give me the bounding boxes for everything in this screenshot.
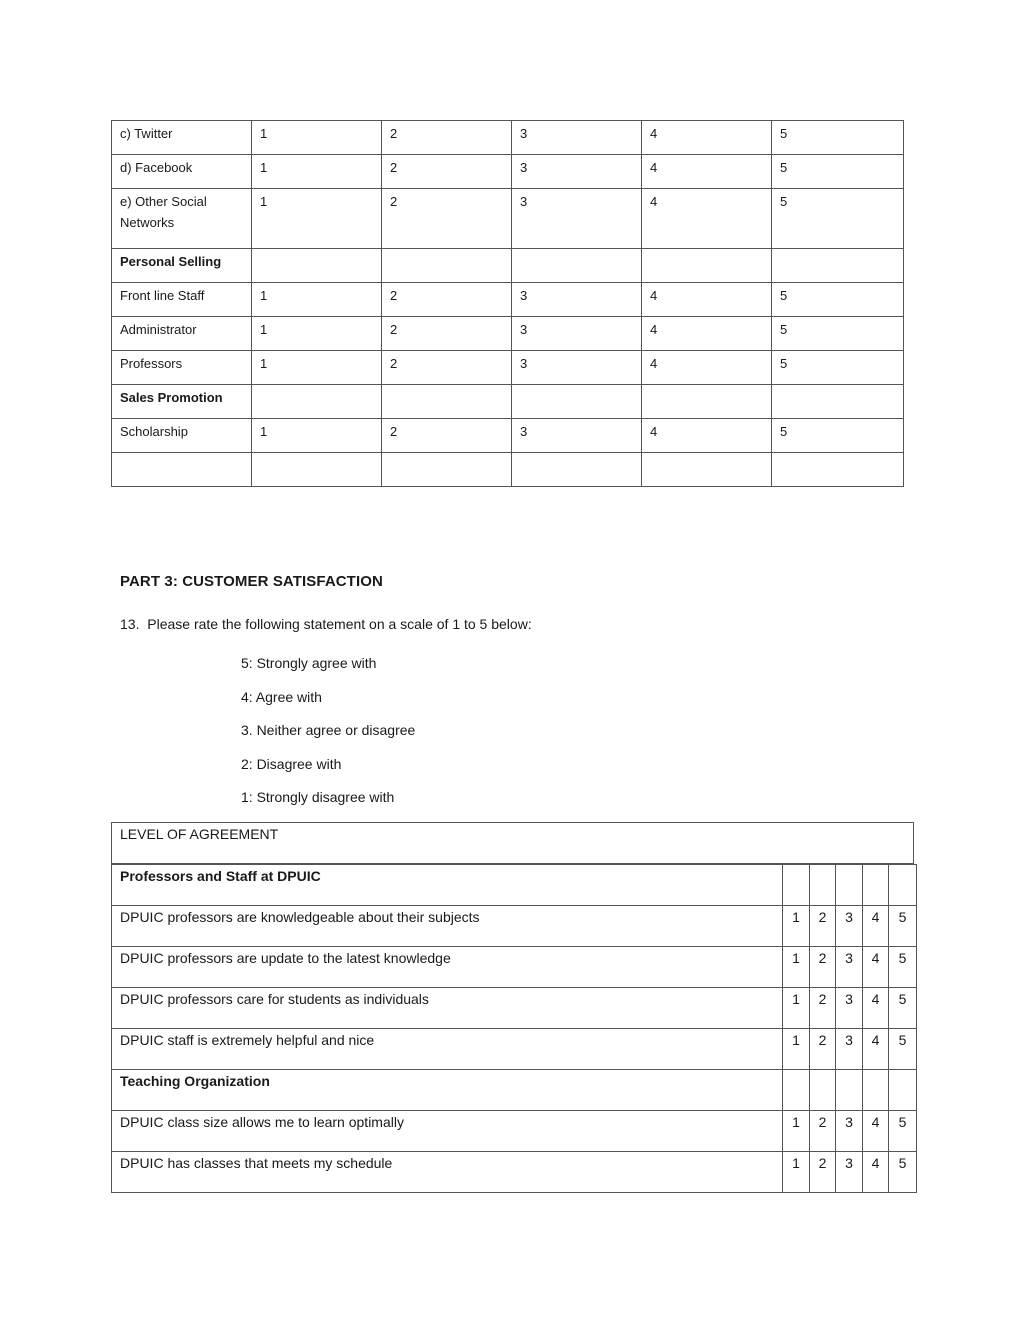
rating-cell xyxy=(783,865,810,906)
table-row xyxy=(112,947,917,988)
rating-cell xyxy=(889,865,917,906)
table-row xyxy=(112,189,904,249)
rating-cell: 3 xyxy=(836,1111,863,1152)
rating-cell: 5 xyxy=(889,947,917,988)
rating-cell: 1 xyxy=(783,1152,810,1193)
rating-cell xyxy=(642,385,772,419)
row-label xyxy=(112,453,252,487)
table-row xyxy=(112,865,917,906)
rating-cell: 5 xyxy=(889,906,917,947)
table-row xyxy=(112,906,917,947)
table-row xyxy=(112,988,917,1029)
rating-cell: 2 xyxy=(810,1152,836,1193)
scale-item: 3. Neither agree or disagree xyxy=(241,722,416,739)
rating-cell xyxy=(836,865,863,906)
rating-cell: 5 xyxy=(889,1029,917,1070)
promotion-rating-table xyxy=(111,120,904,487)
rating-cell xyxy=(810,1070,836,1111)
scale-item: 5: Strongly agree with xyxy=(241,655,377,671)
rating-cell: 1 xyxy=(783,1029,810,1070)
rating-cell: 1 xyxy=(252,419,382,453)
scale-item: 4: Agree with xyxy=(241,688,322,705)
rating-cell: 1 xyxy=(783,947,810,988)
rating-cell: 1 xyxy=(252,155,382,189)
table-row xyxy=(112,1111,917,1152)
rating-cell: 3 xyxy=(512,351,642,385)
rating-cell xyxy=(382,385,512,419)
row-label: DPUIC has classes that meets my schedule xyxy=(112,1152,783,1193)
rating-cell: 2 xyxy=(382,189,512,249)
rating-cell: 5 xyxy=(889,1152,917,1193)
rating-cell: 3 xyxy=(512,189,642,249)
rating-cell: 5 xyxy=(772,155,904,189)
rating-cell: 5 xyxy=(772,351,904,385)
rating-cell: 2 xyxy=(810,947,836,988)
rating-cell xyxy=(889,1070,917,1111)
rating-cell: 5 xyxy=(772,283,904,317)
row-label: Professors and Staff at DPUIC xyxy=(112,865,783,906)
rating-cell: 1 xyxy=(252,317,382,351)
rating-cell: 3 xyxy=(512,317,642,351)
row-label: Scholarship xyxy=(112,419,252,453)
table-row xyxy=(112,155,904,189)
row-label: d) Facebook xyxy=(112,155,252,189)
rating-cell xyxy=(512,385,642,419)
rating-cell: 1 xyxy=(252,189,382,249)
rating-cell: 4 xyxy=(863,906,889,947)
rating-cell xyxy=(810,865,836,906)
rating-cell: 2 xyxy=(382,317,512,351)
row-label: Personal Selling xyxy=(112,249,252,283)
rating-cell: 2 xyxy=(810,1029,836,1070)
rating-cell: 3 xyxy=(836,1029,863,1070)
rating-cell: 4 xyxy=(863,1029,889,1070)
rating-cell: 4 xyxy=(642,121,772,155)
row-label: Teaching Organization xyxy=(112,1070,783,1111)
rating-cell: 1 xyxy=(252,283,382,317)
rating-cell: 5 xyxy=(889,1111,917,1152)
question-number: 13. xyxy=(120,616,140,632)
rating-cell: 3 xyxy=(512,121,642,155)
rating-cell: 1 xyxy=(252,351,382,385)
rating-cell: 1 xyxy=(252,121,382,155)
table-row xyxy=(112,351,904,385)
table-row xyxy=(112,1152,917,1193)
rating-cell: 3 xyxy=(836,988,863,1029)
row-label: DPUIC professors are knowledgeable about their subjects xyxy=(112,906,783,947)
table-row xyxy=(112,1070,917,1111)
rating-cell xyxy=(512,249,642,283)
rating-cell: 3 xyxy=(836,906,863,947)
rating-cell xyxy=(836,1070,863,1111)
rating-cell: 4 xyxy=(642,317,772,351)
rating-cell: 4 xyxy=(863,1111,889,1152)
table-row xyxy=(112,1029,917,1070)
rating-cell: 2 xyxy=(382,419,512,453)
rating-cell: 4 xyxy=(863,988,889,1029)
rating-cell: 5 xyxy=(772,419,904,453)
row-label: Administrator xyxy=(112,317,252,351)
row-label: DPUIC professors care for students as individuals xyxy=(112,988,783,1029)
rating-cell: 3 xyxy=(512,419,642,453)
rating-cell xyxy=(512,453,642,487)
satisfaction-rating-table xyxy=(111,864,917,1193)
rating-cell xyxy=(252,385,382,419)
row-label: DPUIC class size allows me to learn optimally xyxy=(112,1111,783,1152)
rating-cell: 3 xyxy=(836,1152,863,1193)
rating-cell: 1 xyxy=(783,1111,810,1152)
rating-cell: 2 xyxy=(382,155,512,189)
rating-cell: 2 xyxy=(382,121,512,155)
row-label: DPUIC professors are update to the latest knowledge xyxy=(112,947,783,988)
row-label: Professors xyxy=(112,351,252,385)
rating-cell xyxy=(642,249,772,283)
rating-cell xyxy=(252,453,382,487)
rating-cell: 2 xyxy=(810,1111,836,1152)
rating-cell: 4 xyxy=(642,419,772,453)
rating-cell: 2 xyxy=(382,283,512,317)
rating-cell: 5 xyxy=(772,317,904,351)
row-label: e) Other Social Networks xyxy=(112,189,252,249)
rating-cell xyxy=(863,865,889,906)
rating-cell xyxy=(863,1070,889,1111)
table-row xyxy=(112,121,904,155)
rating-scale-legend xyxy=(241,654,415,822)
row-label: c) Twitter xyxy=(112,121,252,155)
table-row xyxy=(112,419,904,453)
rating-cell: 4 xyxy=(642,155,772,189)
rating-cell: 5 xyxy=(772,189,904,249)
rating-cell xyxy=(772,249,904,283)
question-text: Please rate the following statement on a scale of 1 to 5 below: xyxy=(147,616,532,632)
rating-cell: 1 xyxy=(783,988,810,1029)
rating-cell: 2 xyxy=(382,351,512,385)
rating-cell xyxy=(252,249,382,283)
question-13 xyxy=(120,616,532,632)
rating-cell xyxy=(772,385,904,419)
rating-cell: 4 xyxy=(642,283,772,317)
table-row xyxy=(112,385,904,419)
rating-cell: 4 xyxy=(642,351,772,385)
row-label: Sales Promotion xyxy=(112,385,252,419)
rating-cell: 2 xyxy=(810,906,836,947)
row-label: Front line Staff xyxy=(112,283,252,317)
scale-item: 1: Strongly disagree with xyxy=(241,789,395,806)
table-row xyxy=(112,453,904,487)
rating-cell xyxy=(783,1070,810,1111)
rating-cell: 1 xyxy=(783,906,810,947)
rating-cell: 4 xyxy=(863,1152,889,1193)
rating-cell: 3 xyxy=(512,155,642,189)
scale-item: 2: Disagree with xyxy=(241,755,342,772)
rating-cell xyxy=(382,453,512,487)
table-row xyxy=(112,283,904,317)
rating-cell: 3 xyxy=(836,947,863,988)
level-of-agreement-header: LEVEL OF AGREEMENT xyxy=(111,822,914,864)
table-row xyxy=(112,317,904,351)
rating-cell: 2 xyxy=(810,988,836,1029)
rating-cell: 5 xyxy=(889,988,917,1029)
rating-cell: 3 xyxy=(512,283,642,317)
rating-cell xyxy=(642,453,772,487)
part-title: PART 3: CUSTOMER SATISFACTION xyxy=(120,573,383,590)
rating-cell xyxy=(772,453,904,487)
table-row xyxy=(112,249,904,283)
rating-cell: 5 xyxy=(772,121,904,155)
rating-cell: 4 xyxy=(642,189,772,249)
row-label: DPUIC staff is extremely helpful and nice xyxy=(112,1029,783,1070)
rating-cell: 4 xyxy=(863,947,889,988)
rating-cell xyxy=(382,249,512,283)
